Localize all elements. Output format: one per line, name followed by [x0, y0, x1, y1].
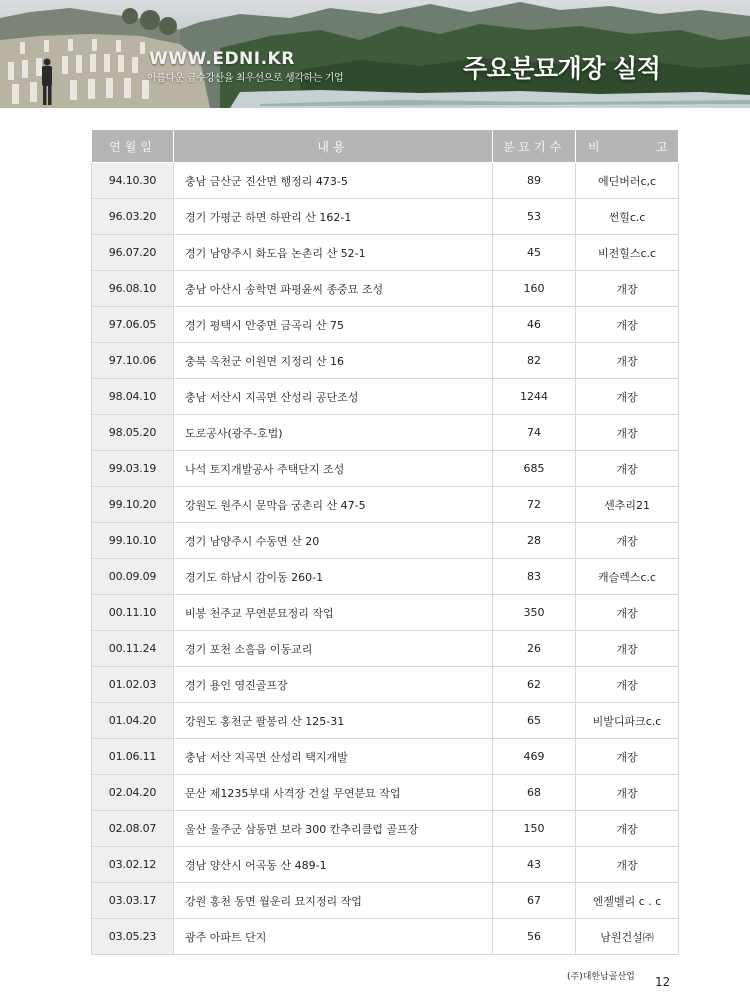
header-banner — [0, 0, 750, 108]
cell-count: 28 — [493, 523, 576, 559]
cell-date: 96.08.10 — [92, 271, 174, 307]
cell-count: 350 — [493, 595, 576, 631]
cell-date: 00.09.09 — [92, 559, 174, 595]
cell-note: 개장 — [576, 343, 679, 379]
cell-desc: 강원도 원주시 문막읍 궁촌리 산 47-5 — [174, 487, 493, 523]
cell-desc: 경기 남양주시 수동면 산 20 — [174, 523, 493, 559]
cell-note: 개장 — [576, 775, 679, 811]
cell-desc: 충남 서산 지곡면 산성리 택지개발 — [174, 739, 493, 775]
cell-count: 26 — [493, 631, 576, 667]
cell-note: 개장 — [576, 631, 679, 667]
table-row — [92, 595, 679, 631]
table-row — [92, 343, 679, 379]
header-content: 내용 — [174, 130, 493, 163]
cell-note: 개장 — [576, 271, 679, 307]
table-row — [92, 415, 679, 451]
cell-desc: 울산 울주군 삼동면 보라 300 칸추리클럽 골프장 — [174, 811, 493, 847]
cell-date: 96.03.20 — [92, 199, 174, 235]
cell-desc: 강원 홍천 동면 월운리 묘지정리 작업 — [174, 883, 493, 919]
cell-date: 01.02.03 — [92, 667, 174, 703]
cell-desc: 경기 평택시 안중면 금곡리 산 75 — [174, 307, 493, 343]
cell-desc: 문산 제1235부대 사격장 건설 무연분묘 작업 — [174, 775, 493, 811]
table-body — [92, 163, 679, 955]
header-note-part2: 고 — [656, 139, 672, 154]
cell-desc: 경기 포천 소흘읍 이동교리 — [174, 631, 493, 667]
table-row — [92, 703, 679, 739]
cell-count: 74 — [493, 415, 576, 451]
cell-date: 02.08.07 — [92, 811, 174, 847]
cell-note: 개장 — [576, 451, 679, 487]
cell-desc: 충남 아산시 송학면 파평윤씨 종중묘 조성 — [174, 271, 493, 307]
table-row — [92, 307, 679, 343]
cell-desc: 경기 용인 영진골프장 — [174, 667, 493, 703]
cell-date: 98.05.20 — [92, 415, 174, 451]
table-row — [92, 847, 679, 883]
table-row — [92, 739, 679, 775]
cell-note: 개장 — [576, 739, 679, 775]
cell-date: 03.05.23 — [92, 919, 174, 955]
cell-date: 03.02.12 — [92, 847, 174, 883]
cell-count: 82 — [493, 343, 576, 379]
cell-note: 엔젤벨리 c . c — [576, 883, 679, 919]
cell-date: 01.04.20 — [92, 703, 174, 739]
cell-note: 개장 — [576, 811, 679, 847]
cell-count: 43 — [493, 847, 576, 883]
site-url: WWW.EDNI.KR — [149, 49, 295, 69]
cell-date: 00.11.10 — [92, 595, 174, 631]
table-row — [92, 559, 679, 595]
cell-note: 남원건설㈜ — [576, 919, 679, 955]
cell-desc: 경기 남양주시 화도읍 논촌리 산 52-1 — [174, 235, 493, 271]
table-row — [92, 163, 679, 199]
cell-desc: 충남 서산시 지곡면 산성리 공단조성 — [174, 379, 493, 415]
cell-date: 02.04.20 — [92, 775, 174, 811]
table-row — [92, 271, 679, 307]
table-row — [92, 775, 679, 811]
table-row — [92, 487, 679, 523]
header-count: 분묘기수 — [493, 130, 576, 163]
cell-date: 03.03.17 — [92, 883, 174, 919]
cell-count: 685 — [493, 451, 576, 487]
table-row — [92, 379, 679, 415]
cell-note: 비발디파크c.c — [576, 703, 679, 739]
table-row — [92, 919, 679, 955]
cell-date: 01.06.11 — [92, 739, 174, 775]
cell-date: 97.06.05 — [92, 307, 174, 343]
slogan: 아름다운 금수강산을 최우선으로 생각하는 기업 — [147, 73, 344, 84]
cell-date: 99.10.10 — [92, 523, 174, 559]
cell-desc: 비봉 천주교 무연분묘정리 작업 — [174, 595, 493, 631]
table-row — [92, 631, 679, 667]
cell-note: 개장 — [576, 847, 679, 883]
cell-date: 99.03.19 — [92, 451, 174, 487]
cell-date: 96.07.20 — [92, 235, 174, 271]
cell-note: 캐슬렉스c.c — [576, 559, 679, 595]
cell-desc: 도로공사(광주-호법) — [174, 415, 493, 451]
cell-count: 68 — [493, 775, 576, 811]
cell-count: 65 — [493, 703, 576, 739]
cell-count: 62 — [493, 667, 576, 703]
cell-count: 72 — [493, 487, 576, 523]
table-row — [92, 451, 679, 487]
page-number: 12 — [655, 975, 671, 989]
table-row — [92, 199, 679, 235]
table-row — [92, 523, 679, 559]
cell-date: 94.10.30 — [92, 163, 174, 199]
cell-count: 83 — [493, 559, 576, 595]
cell-note: 썬힐c.c — [576, 199, 679, 235]
cell-note: 개장 — [576, 595, 679, 631]
header-date: 연월일 — [92, 130, 174, 163]
cell-desc: 강원도 홍천군 팔봉리 산 125-31 — [174, 703, 493, 739]
cell-count: 150 — [493, 811, 576, 847]
records-table — [91, 129, 679, 955]
cell-count: 1244 — [493, 379, 576, 415]
table-row — [92, 235, 679, 271]
table-row — [92, 811, 679, 847]
cell-note: 개장 — [576, 523, 679, 559]
cell-count: 67 — [493, 883, 576, 919]
cell-count: 53 — [493, 199, 576, 235]
cell-date: 00.11.24 — [92, 631, 174, 667]
cell-desc: 경남 양산시 어곡동 산 489-1 — [174, 847, 493, 883]
cell-desc: 나석 토지개발공사 주택단지 조성 — [174, 451, 493, 487]
cell-count: 45 — [493, 235, 576, 271]
cell-desc: 경기도 하남시 감이동 260-1 — [174, 559, 493, 595]
cell-note: 개장 — [576, 667, 679, 703]
cell-note: 에딘버러c,c — [576, 163, 679, 199]
page-title: 주요분묘개장 실적 — [463, 54, 661, 83]
cell-desc: 경기 가평군 하면 하판리 산 162-1 — [174, 199, 493, 235]
cell-count: 89 — [493, 163, 576, 199]
table-row — [92, 667, 679, 703]
header-note — [576, 130, 679, 163]
cell-note: 개장 — [576, 379, 679, 415]
cell-note: 센추리21 — [576, 487, 679, 523]
cell-date: 99.10.20 — [92, 487, 174, 523]
cell-desc: 충북 옥천군 이원면 지정리 산 16 — [174, 343, 493, 379]
cell-note: 개장 — [576, 307, 679, 343]
table-row — [92, 883, 679, 919]
cell-count: 56 — [493, 919, 576, 955]
cell-count: 46 — [493, 307, 576, 343]
cell-date: 98.04.10 — [92, 379, 174, 415]
cell-date: 97.10.06 — [92, 343, 174, 379]
cell-note: 개장 — [576, 415, 679, 451]
cell-desc: 광주 아파트 단지 — [174, 919, 493, 955]
cell-count: 469 — [493, 739, 576, 775]
company-name: (주)대한납골산업 — [567, 972, 635, 982]
cell-note: 비전힐스c.c — [576, 235, 679, 271]
header-note-part1: 비 — [588, 139, 604, 154]
cell-count: 160 — [493, 271, 576, 307]
cell-desc: 충남 금산군 진산면 행정리 473-5 — [174, 163, 493, 199]
table-header-row — [92, 130, 679, 163]
